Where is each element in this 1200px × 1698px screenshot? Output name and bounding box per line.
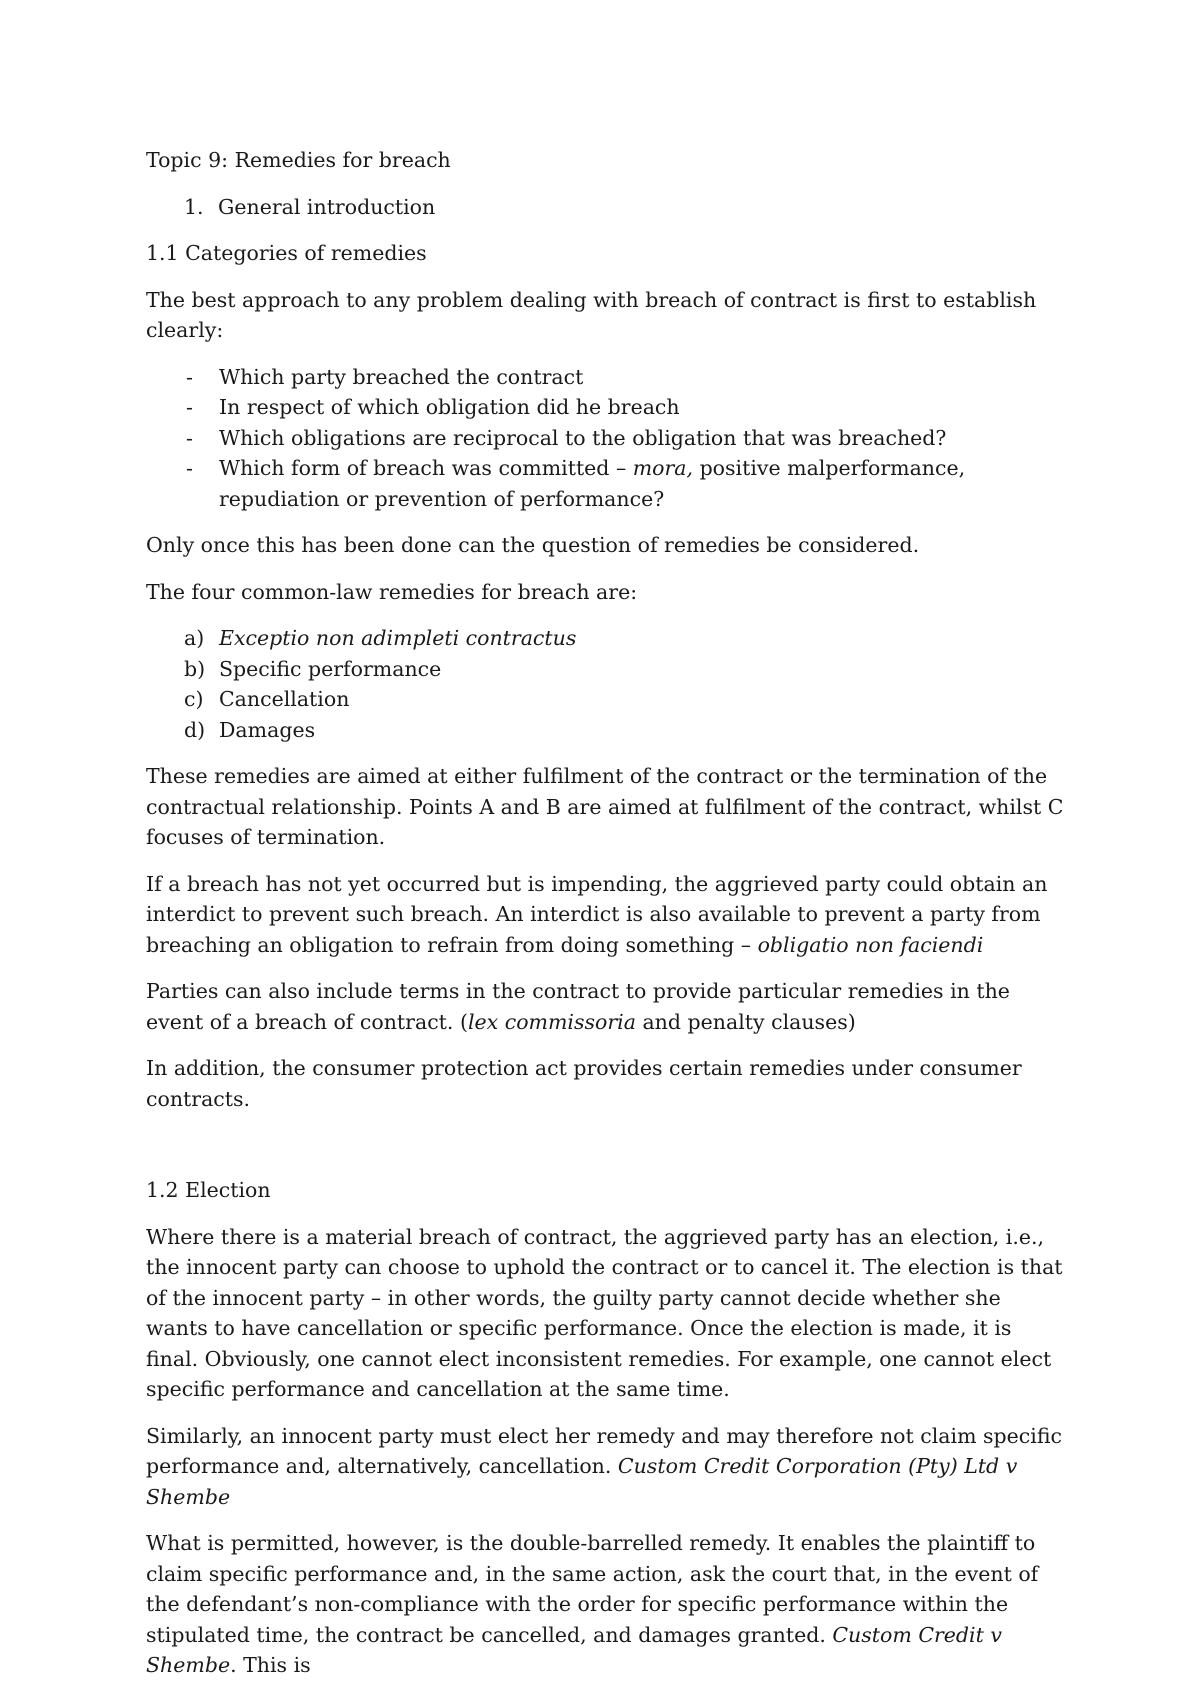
remedies-list xyxy=(146,623,1066,745)
interdict-paragraph xyxy=(146,869,1066,961)
parties-tail: and penalty clauses) xyxy=(635,1009,856,1034)
spacer xyxy=(146,1130,1066,1175)
list-item xyxy=(146,423,1066,454)
interdict-text: If a breach has not yet occurred but is impending, the aggrieved party could obtain an interdict to prevent such breach. An interdict is also available to prevent a party from breaching an obligation to refrain from doing something – xyxy=(146,871,1048,957)
subsection-1-2-heading: 1.2 Election xyxy=(146,1178,271,1202)
list-marker: d) xyxy=(184,717,206,742)
four-remedies-paragraph: The four common-law remedies for breach are: xyxy=(146,579,638,604)
document-body xyxy=(146,145,1066,1697)
remedy-exceptio: Exceptio non adimpleti contractus xyxy=(219,626,577,650)
mora-term: mora, xyxy=(632,456,694,480)
list-item xyxy=(146,392,1066,423)
lex-term: lex commissoria xyxy=(467,1009,636,1034)
list-marker: a) xyxy=(184,626,205,650)
case-citation-short: Custom Credit v Shembe xyxy=(146,1622,1002,1677)
list-item-text: Which party breached the contract xyxy=(219,364,584,389)
cpa-paragraph: In addition, the consumer protection act provides certain remedies under consumer contracts. xyxy=(146,1056,1022,1111)
election-paragraph: Where there is a material breach of contract, the aggrieved party has an election, i.e., the innocent party can choose to uphold the contract or to cancel it. The election is that of the innocent party – in other words, the guilty party cannot decide whether she wants to have cancellation or specific performance. Once the election is made, it is final. Obviously, one cannot elect inconsistent remedies. For example, one cannot elect specific performance and cancellation at the same time. xyxy=(146,1224,1063,1401)
list-item-text xyxy=(219,453,1066,514)
similarly-text: Similarly, an innocent party must elect her remedy and may therefore not claim specific performance and, alternatively, cancellation. xyxy=(146,1423,1063,1478)
permitted-tail: . This is xyxy=(230,1653,311,1677)
dash-bullet: - xyxy=(186,425,193,450)
aimed-paragraph: These remedies are aimed at either fulfilment of the contract or the termination of the contractual relationship. Points A and B are aimed at fulfilment of the contract, whilst C focuses of termination. xyxy=(146,764,1064,849)
list-item xyxy=(146,715,1066,746)
list-marker: c) xyxy=(184,687,204,711)
section-heading-text: General introduction xyxy=(218,194,436,219)
obligatio-term: obligatio non faciendi xyxy=(757,932,984,957)
list-marker: b) xyxy=(184,656,206,681)
list-item xyxy=(146,453,1066,514)
remedy-specific-performance: Specific performance xyxy=(219,656,442,681)
similarly-paragraph xyxy=(146,1421,1066,1513)
case-citation: Custom Credit Corporation (Pty) Ltd v Shembe xyxy=(146,1454,1018,1509)
dash-bullet: - xyxy=(186,364,193,389)
list-item-text: In respect of which obligation did he breach xyxy=(219,395,680,419)
list-item xyxy=(146,654,1066,685)
parties-text: Parties can also include terms in the contract to provide particular remedies in the event of a breach of contract. ( xyxy=(146,979,1010,1034)
list-item-text: Which obligations are reciprocal to the obligation that was breached? xyxy=(219,425,947,450)
breach-form-text-cont: positive malperformance, repudiation or prevention of performance? xyxy=(219,456,966,511)
parties-paragraph xyxy=(146,976,1066,1037)
approach-paragraph: The best approach to any problem dealing with breach of contract is first to establish clearly: xyxy=(146,287,1037,342)
subsection-1-1-heading: 1.1 Categories of remedies xyxy=(146,241,427,265)
section-1-heading xyxy=(146,192,1066,223)
dash-bullet: - xyxy=(186,456,193,480)
list-item xyxy=(146,623,1066,654)
only-once-paragraph: Only once this has been done can the question of remedies be considered. xyxy=(146,533,920,557)
section-number: 1. xyxy=(184,194,204,219)
list-item xyxy=(146,362,1066,393)
permitted-text: What is permitted, however, is the double-barrelled remedy. It enables the plaintiff to claim specific performance and, in the same action, ask the court that, in the event of the defendant’s non-compliance with the order for specific performance within the stipulated time, the contract be cancelled, and damages granted. xyxy=(146,1531,1039,1647)
list-item xyxy=(146,684,1066,715)
dash-bullet: - xyxy=(186,395,193,419)
question-list xyxy=(146,362,1066,515)
breach-form-text: Which form of breach was committed – xyxy=(219,456,633,480)
permitted-paragraph xyxy=(146,1528,1066,1681)
remedy-cancellation: Cancellation xyxy=(219,687,350,711)
remedy-damages: Damages xyxy=(219,717,316,742)
topic-title: Topic 9: Remedies for breach xyxy=(146,148,451,172)
